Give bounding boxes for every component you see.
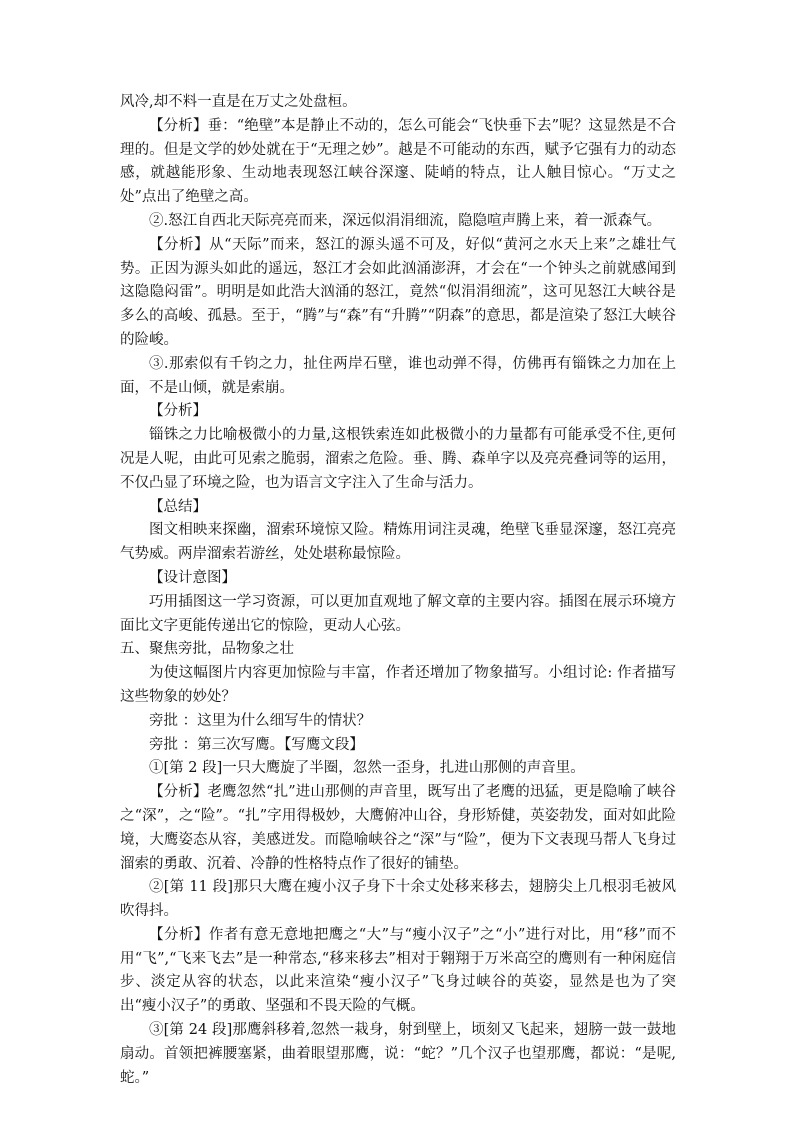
paragraph-17: 【分析】老鹰忽然“扎”进山那侧的声音里，既写出了老鹰的迅猛，更是隐喻了峡谷之“深”，之“险”。“扎”字用得极妙，大鹰俯冲山谷，身形矫健，英姿勃发，面对如此险境，大鹰姿态从容，美感迸发。而隐喻峡谷之“深”与“险”，便为下文表现马帮人飞身过溜索的勇敢、沉着、冷静的性格特点作了很好的铺垫。 — [120, 784, 676, 872]
paragraph-2: 【分析】垂：“绝壁”本是静止不动的，怎么可能会“飞快垂下去”呢？这显然是不合理的。但是文学的妙处就在于“无理之妙”。越是不可能动的东西，赋予它强有力的动态感，就越能形象、生动地表现怒江峡谷深邃、陡峭的特点，让人触目惊心。“万丈之处”点出了绝壁之高。 — [120, 117, 676, 206]
paragraph-20: ③[第 24 段]那鹰斜移着,忽然一栽身，射到壁上，顷刻又飞起来，翅膀一鼓一鼓地扇动。首领把裤腰塞紧，曲着眼望那鹰，说：“蛇？”几个汉子也望那鹰，都说：“是呢,蛇。” — [120, 1022, 676, 1086]
paragraph-6: 【分析】 — [149, 403, 207, 420]
paragraph-3: ②.怒江自西北天际亮亮而来，深远似涓涓细流，隐隐喧声腾上来，着一派森气。 — [149, 212, 662, 229]
paragraph-9: 图文相映来探幽，溜索环境惊又险。精炼用词注灵魂，绝壁飞垂显深邃，怒江亮亮气势威。两岸溜索若游丝，处处堪称最惊险。 — [120, 522, 676, 563]
document-page — [120, 91, 676, 1090]
paragraph-19: 【分析】作者有意无意地把鹰之“大”与“瘦小汉子”之“小”进行对比，用“移”而不用“飞”,“飞来飞去”是一种常态,“移来移去”相对于翱翔于万米高空的鹰则有一种闲庭信步、淡定从容的状态，以此来渲染“瘦小汉子”飞身过峡谷的英姿，显然是也为了突出“瘦小汉子”的勇敢、坚强和不畏天险的气概。 — [120, 926, 676, 1015]
paragraph-10: 【设计意图】 — [149, 569, 236, 586]
paragraph-16: ①[第 2 段]一只大鹰旋了半圈，忽然一歪身，扎进山那侧的声音里。 — [149, 760, 585, 777]
paragraph-18: ②[第 11 段]那只大鹰在瘦小汉子身下十余丈处移来移去，翅膀尖上几根羽毛被风吹得抖。 — [120, 879, 676, 920]
paragraph-15: 旁批 ：第三次写鹰。【写鹰文段】 — [149, 736, 364, 753]
paragraph-7: 锱铢之力比喻极微小的力量,这根铁索连如此极微小的力量都有可能承受不住,更何况是人呢，由此可见索之脆弱，溜索之危险。垂、腾、森单字以及亮亮叠词等的运用，不仅凸显了环境之险，也为语言文字注入了生命与活力。 — [120, 427, 676, 491]
section-heading: 五、聚焦旁批，品物象之壮 — [120, 641, 294, 658]
paragraph-4: 【分析】从“天际”而来，怒江的源头遥不可及，好似“黄河之水天上来”之雄壮气势。正因为源头如此的遥远，怒江才会如此汹涌澎湃，才会在“一个钟头之前就感闻到这隐隐闷雷”。明明是如此浩大汹涌的怒江，竟然“似涓涓细流”，这可见怒江大峡谷是多么的高峻、孤悬。至于，“腾”与“森”有“升腾”“阴森”的意思，都是渲染了怒江大峡谷的险峻。 — [120, 236, 676, 348]
paragraph-11: 巧用插图这一学习资源，可以更加直观地了解文章的主要内容。插图在展示环境方面比文字更能传递出它的惊险，更动人心弦。 — [120, 593, 676, 634]
paragraph-1: 风冷,却不料一直是在万丈之处盘桓。 — [120, 94, 357, 110]
paragraph-8: 【总结】 — [149, 498, 207, 515]
paragraph-14: 旁批 ：这里为什么细写牛的情状？ — [149, 712, 372, 729]
paragraph-13: 为使这幅图片内容更加惊险与丰富，作者还增加了物象描写。小组讨论: 作者描写这些物象的妙处？ — [120, 665, 676, 705]
paragraph-5: ③.那索似有千钧之力，扯住两岸石壁，谁也动弹不得，仿佛再有锱铢之力加在上面，不是山倾，就是索崩。 — [120, 355, 676, 396]
